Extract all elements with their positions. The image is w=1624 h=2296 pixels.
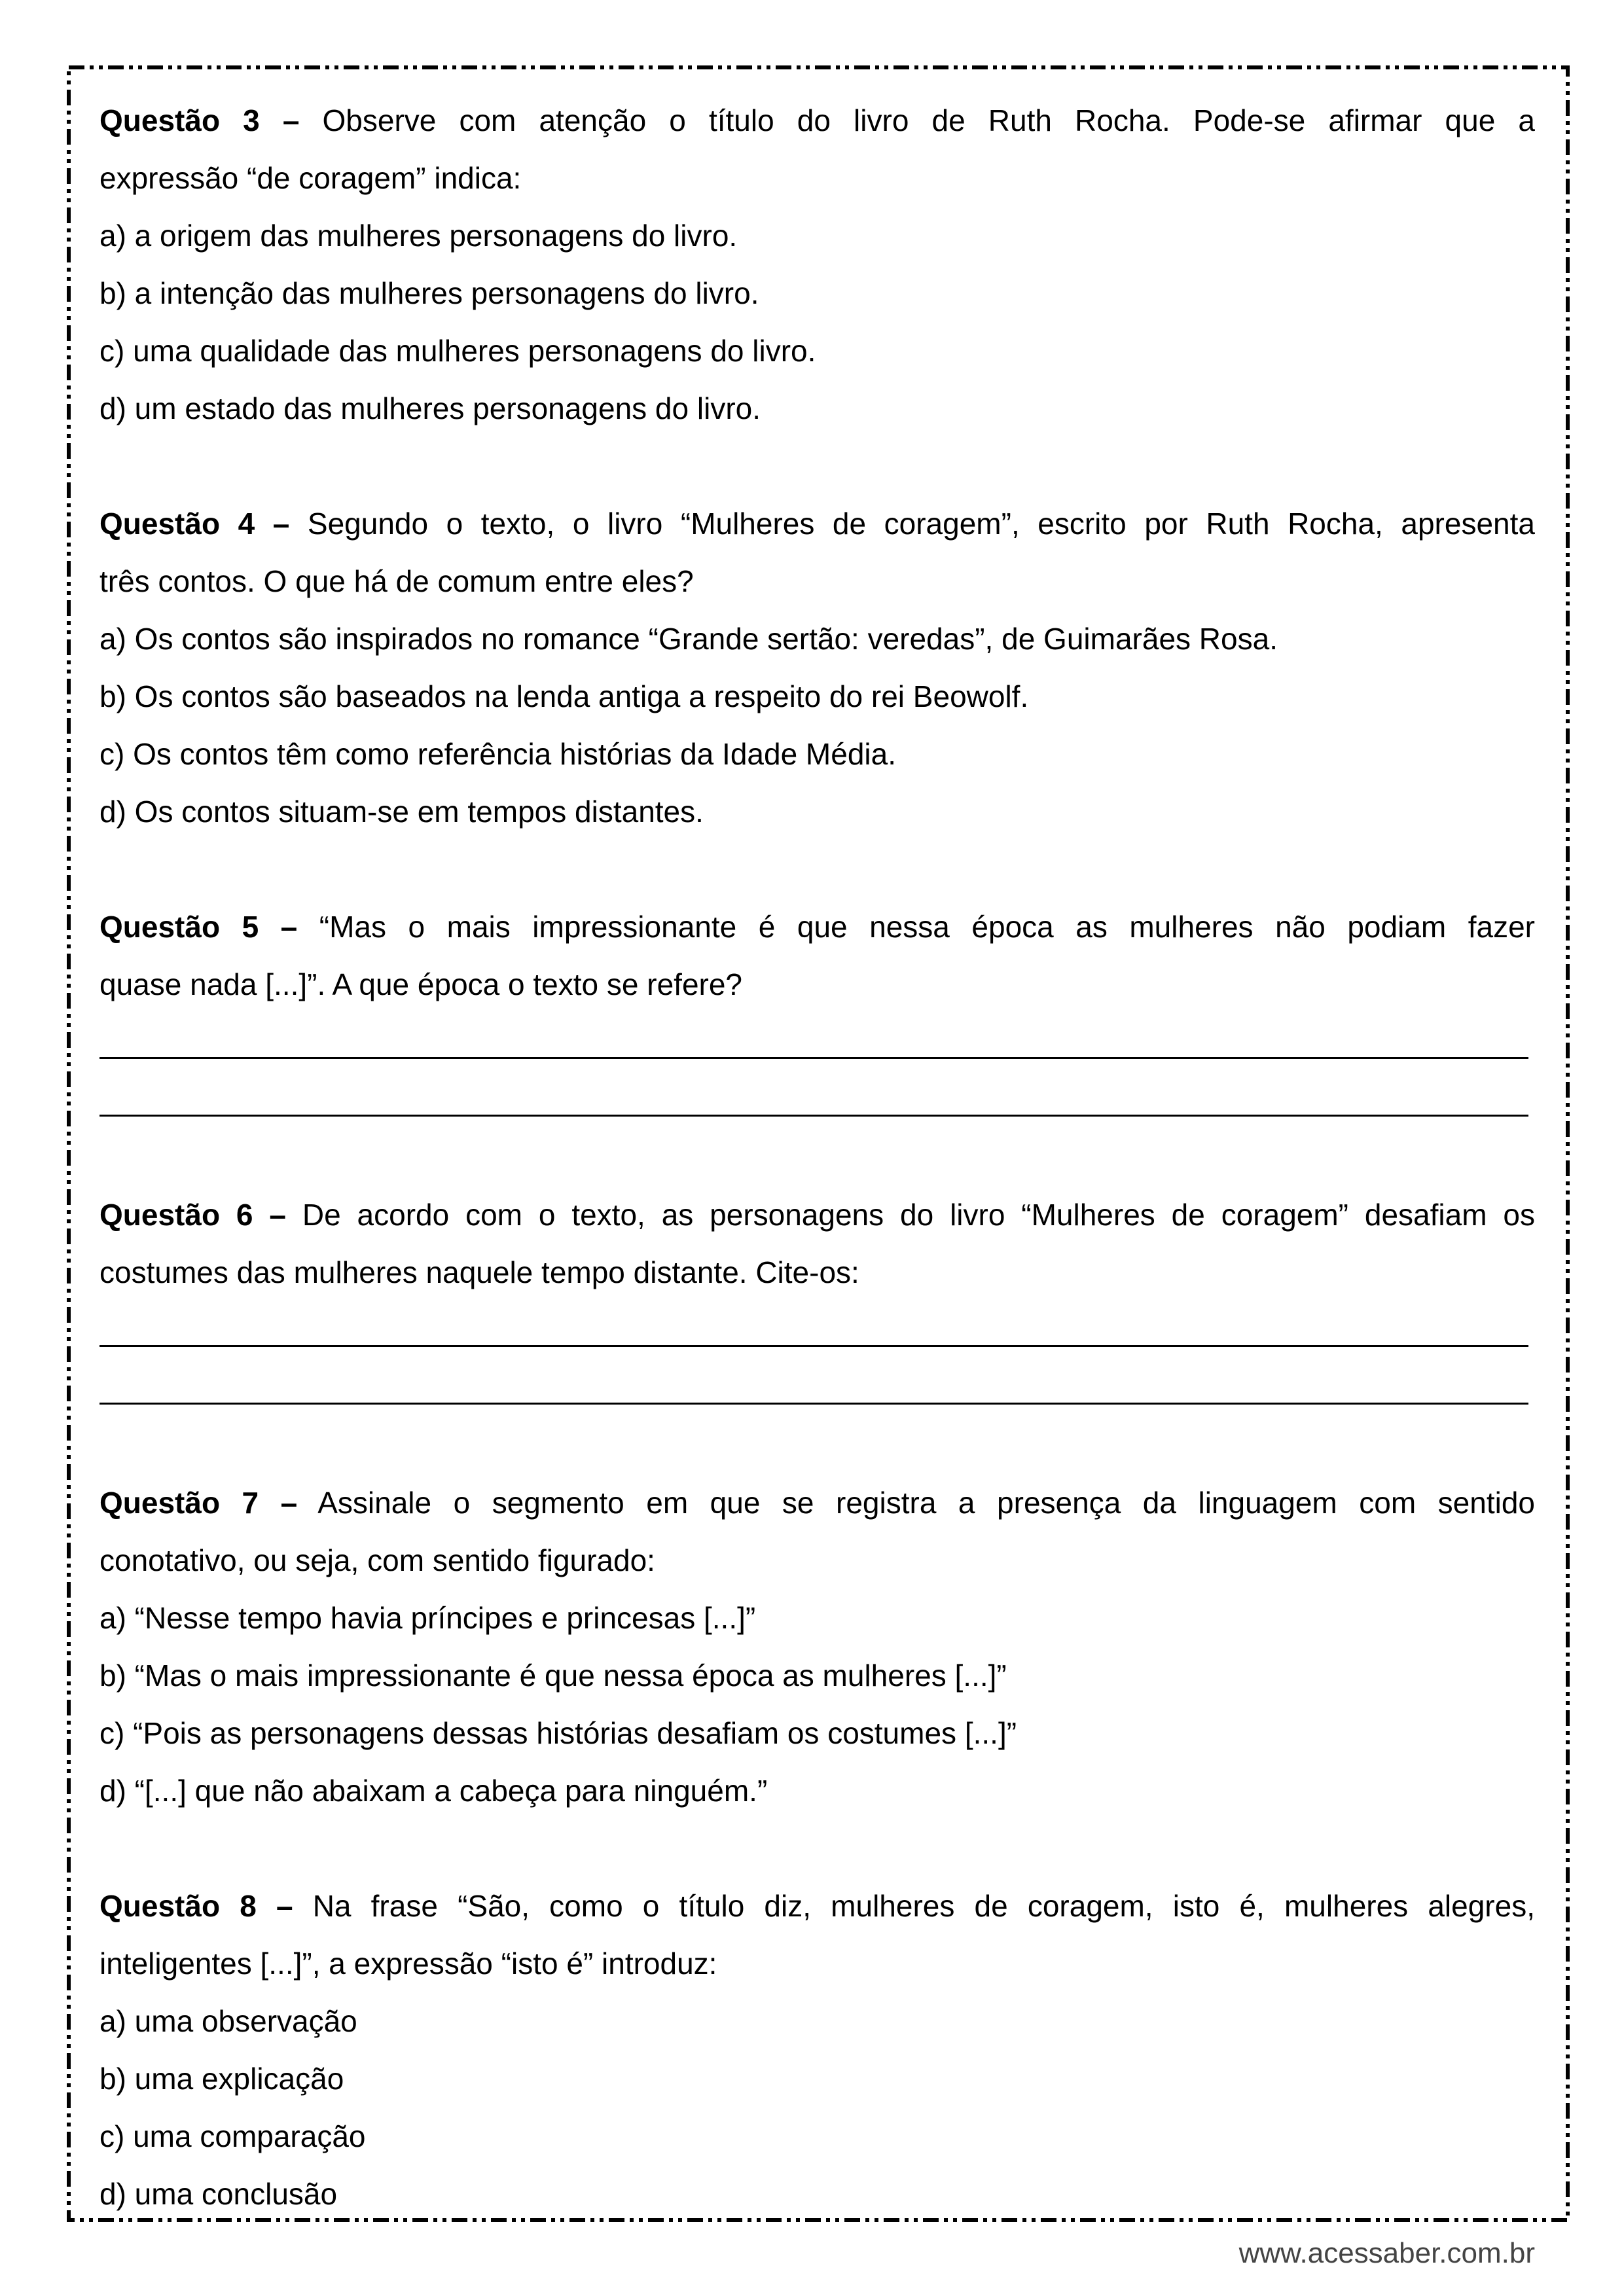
option-c[interactable]: c) “Pois as personagens dessas histórias desafiam os costumes [...]” xyxy=(99,1716,1017,1750)
worksheet-content xyxy=(99,92,1535,2223)
question-prompt-line: Questão 4 – Segundo o texto, o livro “Mulheres de coragem”, escrito por Ruth Rocha, apresenta xyxy=(99,507,1535,541)
question-8 xyxy=(99,1877,1535,2223)
spacer xyxy=(99,1416,1535,1474)
question-label: Questão 6 – xyxy=(99,1198,286,1232)
question-3 xyxy=(99,92,1535,437)
question-prompt-line: Questão 5 – “Mas o mais impressionante é que nessa época as mulheres não podiam fazer xyxy=(99,910,1536,944)
spacer xyxy=(99,840,1535,898)
answer-blank-line[interactable] xyxy=(99,1071,1535,1128)
option-c[interactable]: c) uma comparação xyxy=(99,2119,366,2153)
option-b[interactable]: b) “Mas o mais impressionante é que nessa época as mulheres [...]” xyxy=(99,1659,1007,1693)
option-d[interactable]: d) Os contos situam-se em tempos distantes. xyxy=(99,795,704,829)
question-prompt-line: expressão “de coragem” indica: xyxy=(99,161,522,195)
question-prompt-line: Questão 6 – De acordo com o texto, as personagens do livro “Mulheres de coragem” desafiam os xyxy=(99,1198,1535,1232)
question-prompt-line: Questão 7 – Assinale o segmento em que se registra a presença da linguagem com sentido xyxy=(99,1486,1535,1520)
question-label: Questão 7 – xyxy=(99,1486,298,1520)
answer-blank-line[interactable] xyxy=(99,1359,1535,1416)
question-label: Questão 5 – xyxy=(99,910,298,944)
spacer xyxy=(99,1128,1535,1186)
question-prompt-line: Questão 8 – Na frase “São, como o título diz, mulheres de coragem, isto é, mulheres alegres, xyxy=(99,1889,1535,1923)
option-c[interactable]: c) Os contos têm como referência histórias da Idade Média. xyxy=(99,737,897,771)
option-c[interactable]: c) uma qualidade das mulheres personagens do livro. xyxy=(99,334,816,368)
option-a[interactable]: a) Os contos são inspirados no romance “Grande sertão: veredas”, de Guimarães Rosa. xyxy=(99,622,1278,656)
option-a[interactable]: a) a origem das mulheres personagens do livro. xyxy=(99,219,738,253)
answer-blank-line[interactable] xyxy=(99,1013,1535,1071)
question-label: Questão 4 – xyxy=(99,507,290,541)
option-d[interactable]: d) um estado das mulheres personagens do livro. xyxy=(99,391,761,425)
option-a[interactable]: a) “Nesse tempo havia príncipes e princesas [...]” xyxy=(99,1601,756,1635)
question-label: Questão 3 – xyxy=(99,103,300,137)
option-b[interactable]: b) Os contos são baseados na lenda antiga a respeito do rei Beowolf. xyxy=(99,679,1029,713)
question-prompt-line: quase nada [...]”. A que época o texto se refere? xyxy=(99,967,743,1001)
option-d[interactable]: d) uma conclusão xyxy=(99,2177,338,2211)
spacer xyxy=(99,1820,1535,1877)
question-label: Questão 8 – xyxy=(99,1889,293,1923)
question-prompt-line: três contos. O que há de comum entre eles? xyxy=(99,564,694,598)
question-7 xyxy=(99,1474,1535,1820)
question-prompt-line: conotativo, ou seja, com sentido figurado: xyxy=(99,1543,655,1577)
option-b[interactable]: b) uma explicação xyxy=(99,2062,344,2096)
question-prompt-line: inteligentes [...]”, a expressão “isto é” introduz: xyxy=(99,1946,717,1981)
footer-website: www.acessaber.com.br xyxy=(1238,2237,1535,2269)
question-prompt-line: costumes das mulheres naquele tempo distante. Cite-os: xyxy=(99,1255,859,1289)
question-4 xyxy=(99,495,1535,840)
spacer xyxy=(99,437,1535,495)
answer-blank-line[interactable] xyxy=(99,1301,1535,1359)
question-5 xyxy=(99,898,1535,1128)
option-a[interactable]: a) uma observação xyxy=(99,2004,357,2038)
option-b[interactable]: b) a intenção das mulheres personagens do livro. xyxy=(99,276,759,310)
question-6 xyxy=(99,1186,1535,1416)
question-prompt-line: Questão 3 – Observe com atenção o título do livro de Ruth Rocha. Pode-se afirmar que a xyxy=(99,103,1535,137)
option-d[interactable]: d) “[...] que não abaixam a cabeça para ninguém.” xyxy=(99,1774,768,1808)
